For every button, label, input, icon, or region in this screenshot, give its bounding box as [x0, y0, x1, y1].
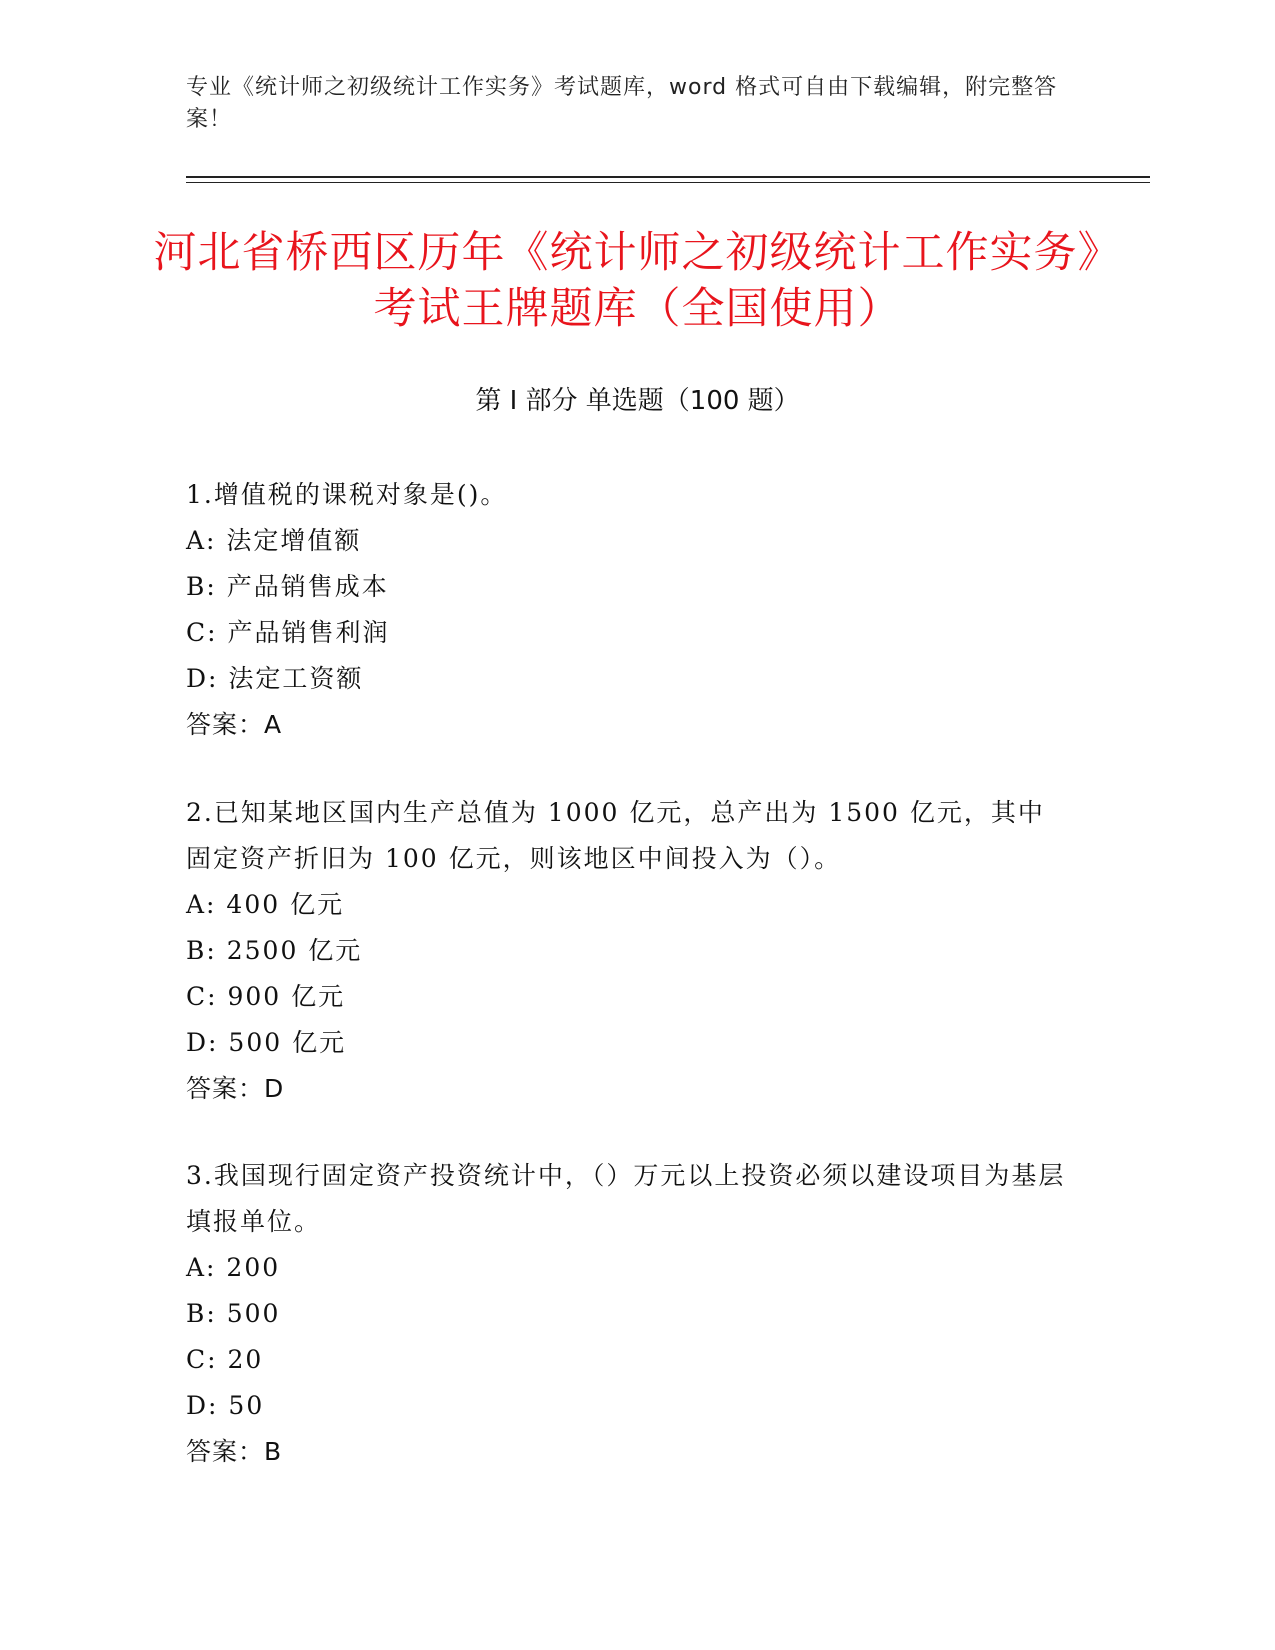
option-c: C: 产品销售利润 — [186, 618, 390, 647]
option-b: B: 500 — [186, 1299, 281, 1328]
option-b: B: 产品销售成本 — [186, 572, 389, 601]
header-note: 专业《统计师之初级统计工作实务》考试题库，word 格式可自由下载编辑，附完整答案！ — [186, 75, 1058, 132]
header-rule-thick — [186, 176, 1150, 178]
option-a: A: 400 亿元 — [186, 890, 345, 919]
question-stem: 1.增值税的课税对象是()。 — [186, 480, 508, 509]
question-stem: 2.已知某地区国内生产总值为 1000 亿元，总产出为 1500 亿元，其中固定资产折旧为 100 亿元，则该地区中间投入为（）。 — [186, 798, 1045, 873]
answer: 答案：B — [186, 1437, 283, 1466]
question-1 — [186, 472, 1066, 748]
option-b: B: 2500 亿元 — [186, 936, 363, 965]
answer: 答案：A — [186, 710, 283, 739]
option-d: D: 50 — [186, 1391, 265, 1420]
question-stem: 3.我国现行固定资产投资统计中，（）万元以上投资必须以建设项目为基层填报单位。 — [186, 1161, 1066, 1236]
option-c: C: 20 — [186, 1345, 264, 1374]
option-d: D: 500 亿元 — [186, 1028, 347, 1057]
option-a: A: 法定增值额 — [186, 526, 362, 555]
question-2 — [186, 790, 1066, 1112]
answer: 答案：D — [186, 1074, 285, 1103]
option-c: C: 900 亿元 — [186, 982, 346, 1011]
option-a: A: 200 — [186, 1253, 281, 1282]
option-d: D: 法定工资额 — [186, 664, 364, 693]
question-3 — [186, 1153, 1066, 1475]
section-heading: 第 I 部分 单选题（100 题） — [475, 386, 800, 416]
document-title: 河北省桥西区历年《统计师之初级统计工作实务》考试王牌题库（全国使用） — [153, 228, 1122, 334]
header-rule-thin — [186, 182, 1150, 183]
